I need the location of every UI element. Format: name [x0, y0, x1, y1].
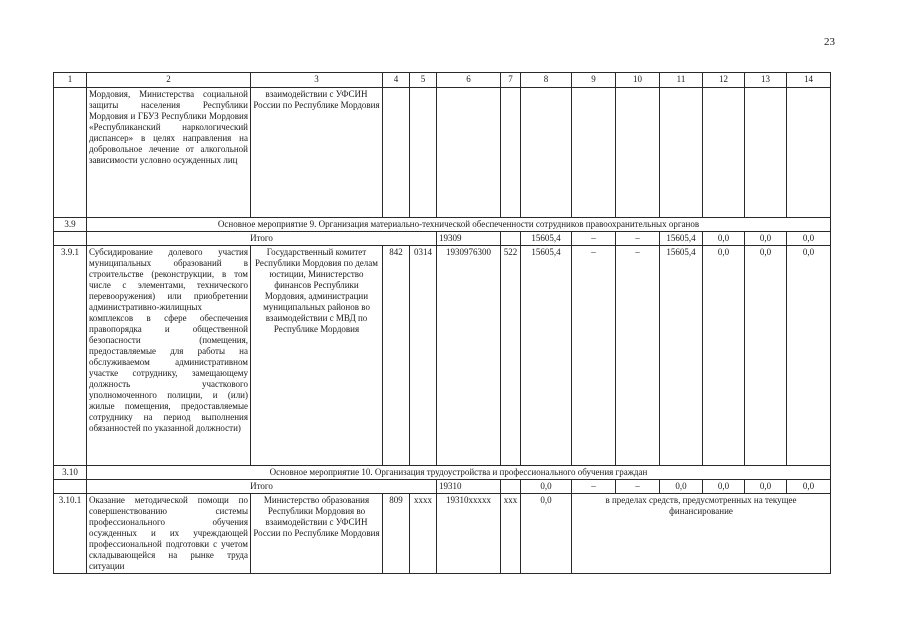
total-value: 0,0	[745, 232, 787, 246]
header-cell: 5	[410, 73, 437, 88]
header-cell: 4	[383, 73, 410, 88]
total-label: Итого	[87, 232, 437, 246]
executor: Министерство образования Республики Мордовия во взаимодействии с УФСИН России по Республике Мордовия	[251, 494, 383, 574]
total-value: 0,0	[787, 480, 831, 494]
header-cell: 12	[703, 73, 745, 88]
section-number: 3.9	[54, 218, 87, 232]
cell-c8: 15605,4	[521, 246, 572, 466]
continuation-row	[54, 88, 831, 218]
section-title: Основное мероприятие 10. Организация трудоустройства и профессионального обучения граждан	[87, 466, 831, 480]
section-title: Основное мероприятие 9. Организация материально-технической обеспеченности сотрудников правоохранительных органов	[87, 218, 831, 232]
header-cell: 9	[572, 73, 616, 88]
total-row	[54, 480, 831, 494]
total-value: 0,0	[703, 232, 745, 246]
cell-c13: 0,0	[745, 246, 787, 466]
cell-c9: –	[572, 246, 616, 466]
header-cell: 6	[437, 73, 501, 88]
cell-c14: 0,0	[787, 246, 831, 466]
total-value: 0,0	[703, 480, 745, 494]
cell-c11: 15605,4	[660, 246, 703, 466]
measure-row	[54, 246, 831, 466]
measure-number: 3.10.1	[54, 494, 87, 574]
section-row	[54, 466, 831, 480]
measure-number: 3.9.1	[54, 246, 87, 466]
cell-c6: 1930976300	[437, 246, 501, 466]
total-row	[54, 232, 831, 246]
cell-c6: 19310xxxxx	[437, 494, 501, 574]
header-cell: 8	[521, 73, 572, 88]
header-cell: 1	[54, 73, 87, 88]
header-cell: 10	[616, 73, 660, 88]
header-row	[54, 73, 831, 88]
cell-c7: xxx	[501, 494, 521, 574]
cell-c7: 522	[501, 246, 521, 466]
section-row	[54, 218, 831, 232]
total-value: –	[572, 480, 616, 494]
header-cell: 11	[660, 73, 703, 88]
measure-description: Субсидирование долевого участия муниципальных образований в строительстве (реконструкции, в том числе с элементами, технического перевооружения) или приобретении административно-жилищных комплексов в сфере обеспечения правопорядка и общественной безопасности (помещения, предоставляемые для работы на обслуживаемом административном участке сотруднику, замещающему должность участкового уполномоченного полиции, и (или) жилые помещения, предоставляемые сотруднику на период выполнения обязанностей по указанной должности)	[87, 246, 251, 466]
total-value: 0,0	[521, 480, 572, 494]
cell-c10: –	[616, 246, 660, 466]
executor: взаимодействии с УФСИН России по Республике Мордовия	[251, 88, 383, 218]
total-code: 19309	[437, 232, 501, 246]
total-value: 15605,4	[521, 232, 572, 246]
total-value: –	[616, 232, 660, 246]
program-table	[53, 72, 831, 574]
section-number: 3.10	[54, 466, 87, 480]
measure-description: Мордовия, Министерства социальной защиты населения Республики Мордовия и ГБУЗ Республики Мордовия «Республиканский наркологический диспансер» в целях направления на добровольное лечение от алкогольной зависимости условно осужденных лиц	[87, 88, 251, 218]
total-value: 0,0	[660, 480, 703, 494]
cell-c5: 0314	[410, 246, 437, 466]
total-label: Итого	[87, 480, 437, 494]
cell-c4: 809	[383, 494, 410, 574]
total-value: –	[616, 480, 660, 494]
total-value: –	[572, 232, 616, 246]
page-number: 23	[824, 36, 835, 48]
total-value: 0,0	[745, 480, 787, 494]
header-cell: 3	[251, 73, 383, 88]
cell-c12: 0,0	[703, 246, 745, 466]
header-cell: 2	[87, 73, 251, 88]
measure-description: Оказание методической помощи по совершенствованию системы профессионального обучения осужденных и их учреждающей профессиональной подготовки с учетом складывающейся на рынке труда ситуации	[87, 494, 251, 574]
header-cell: 7	[501, 73, 521, 88]
executor: Государственный комитет Республики Мордовия по делам юстиции, Министерство финансов Республики Мордовия, администрации муниципальных районов во взаимодействии с МВД по Республике Мордовия	[251, 246, 383, 466]
funding-note: в пределах средств, предусмотренных на текущее финансирование	[572, 494, 831, 574]
total-value: 15605,4	[660, 232, 703, 246]
total-value: 0,0	[787, 232, 831, 246]
cell-c4: 842	[383, 246, 410, 466]
cell-c8: 0,0	[521, 494, 572, 574]
cell-c5: xxxx	[410, 494, 437, 574]
header-cell: 14	[787, 73, 831, 88]
measure-row	[54, 494, 831, 574]
header-cell: 13	[745, 73, 787, 88]
total-code: 19310	[437, 480, 501, 494]
